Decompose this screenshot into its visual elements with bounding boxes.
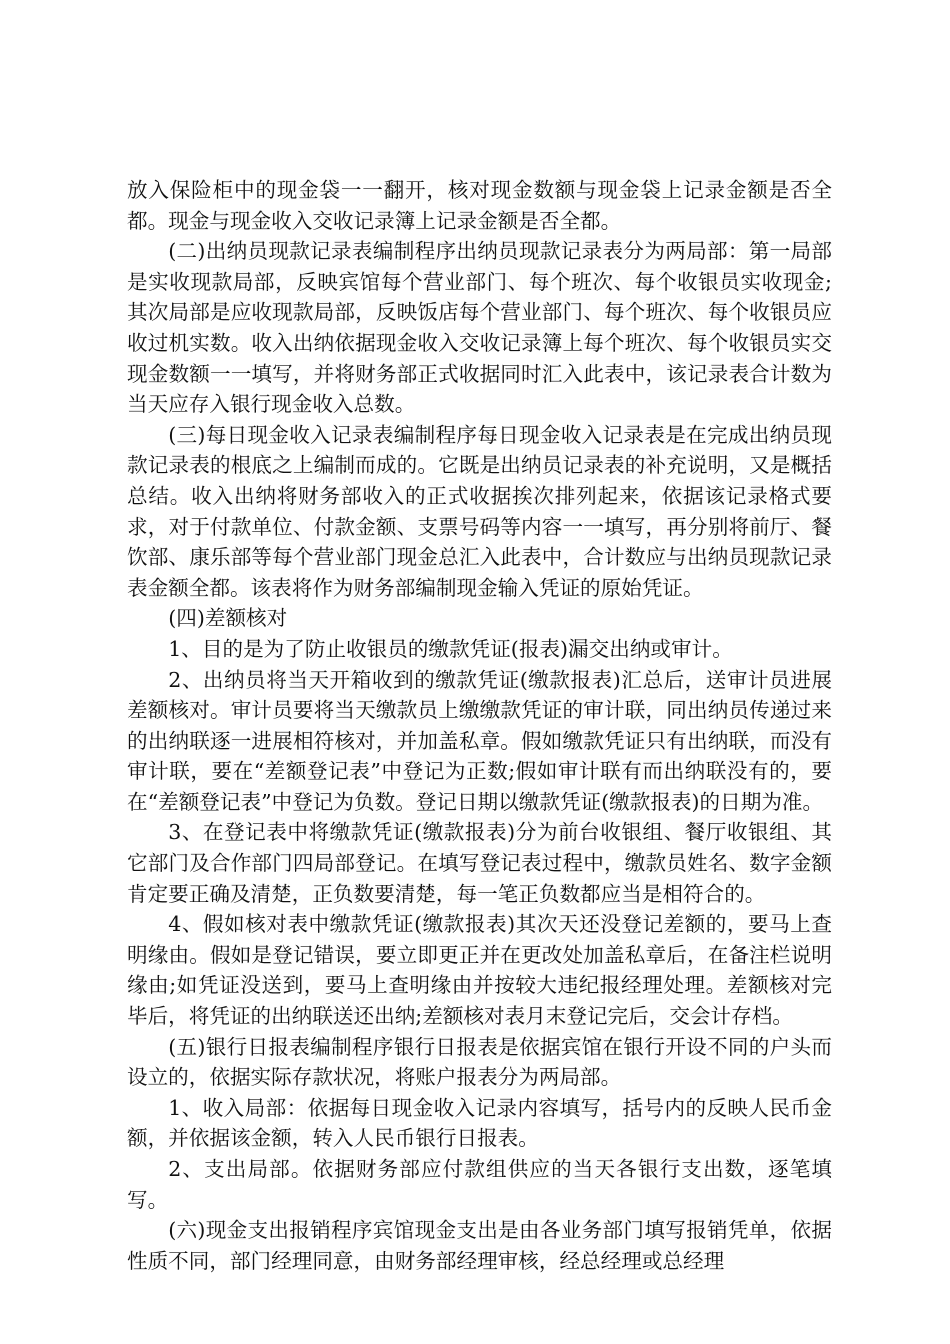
paragraph-9: (五)银行日报表编制程序银行日报表是依据宾馆在银行开设不同的户头而设立的，依据实际存款状况，将账户报表分为两局部。 bbox=[127, 1034, 832, 1090]
paragraph-11: 2、支出局部。依据财务部应付款组供应的当天各银行支出数，逐笔填写。 bbox=[127, 1157, 832, 1212]
paragraph-6: 2、出纳员将当天开箱收到的缴款凭证(缴款报表)汇总后，送审计员进展差额核对。审计员要将当天缴款员上缴缴款凭证的审计联，同出纳员传递过来的出纳联逐一进展相符核对，并加盖私章。假如缴款凭证只有出纳联，而没有审计联，要在“差额登记表”中登记为正数;假如审计联有而出纳联没有的，要在“差额登记表”中登记为负数。登记日期以缴款凭证(缴款报表)的日期为准。 bbox=[127, 667, 832, 814]
paragraph-5: 1、目的是为了防止收银员的缴款凭证(报表)漏交出纳或审计。 bbox=[168, 636, 733, 661]
paragraph-1: 放入保险柜中的现金袋一一翻开，核对现金数额与现金袋上记录金额是否全都。现金与现金收入交收记录簿上记录金额是否全都。 bbox=[127, 178, 832, 233]
paragraph-12: (六)现金支出报销程序宾馆现金支出是由各业务部门填写报销凭单，依据性质不同，部门经理同意，由财务部经理审核，经总经理或总经理 bbox=[127, 1218, 832, 1273]
paragraph-4: (四)差额核对 bbox=[168, 606, 288, 631]
paragraph-10: 1、收入局部：依据每日现金收入记录内容填写，括号内的反映人民币金额，并依据该金额，转入人民币银行日报表。 bbox=[127, 1095, 832, 1151]
paragraph-3: (三)每日现金收入记录表编制程序每日现金收入记录表是在完成出纳员现款记录表的根底之上编制而成的。它既是出纳员记录表的补充说明，又是概括总结。收入出纳将财务部收入的正式收据挨次排列起来，依据该记录格式要求，对于付款单位、付款金额、支票号码等内容一一填写，再分别将前厅、餐饮部、康乐部等每个营业部门现金总汇入此表中，合计数应与出纳员现款记录表金额全都。该表将作为财务部编制现金输入凭证的原始凭证。 bbox=[127, 422, 832, 600]
paragraph-2: (二)出纳员现款记录表编制程序出纳员现款记录表分为两局部：第一局部是实收现款局部，反映宾馆每个营业部门、每个班次、每个收银员实收现金;其次局部是应收现款局部，反映饭店每个营业部门、每个班次、每个收银员应收过机实数。收入出纳依据现金收入交收记录簿上每个班次、每个收银员实交现金数额一一填写，并将财务部正式收据同时汇入此表中，该记录表合计数为当天应存入银行现金收入总数。 bbox=[127, 239, 832, 417]
paragraph-7: 3、在登记表中将缴款凭证(缴款报表)分为前台收银组、餐厅收银组、其它部门及合作部门四局部登记。在填写登记表过程中，缴款员姓名、数字金额肯定要正确及清楚，正负数要清楚，每一笔正负数都应当是相符合的。 bbox=[127, 820, 832, 906]
document-body bbox=[127, 175, 832, 1276]
paragraph-8: 4、假如核对表中缴款凭证(缴款报表)其次天还没登记差额的，要马上查明缘由。假如是登记错误，要立即更正并在更改处加盖私章后，在备注栏说明缘由;如凭证没送到，要马上查明缘由并按较大违纪报经理处理。差额核对完毕后，将凭证的出纳联送还出纳;差额核对表月末登记完后，交会计存档。 bbox=[127, 912, 832, 1029]
